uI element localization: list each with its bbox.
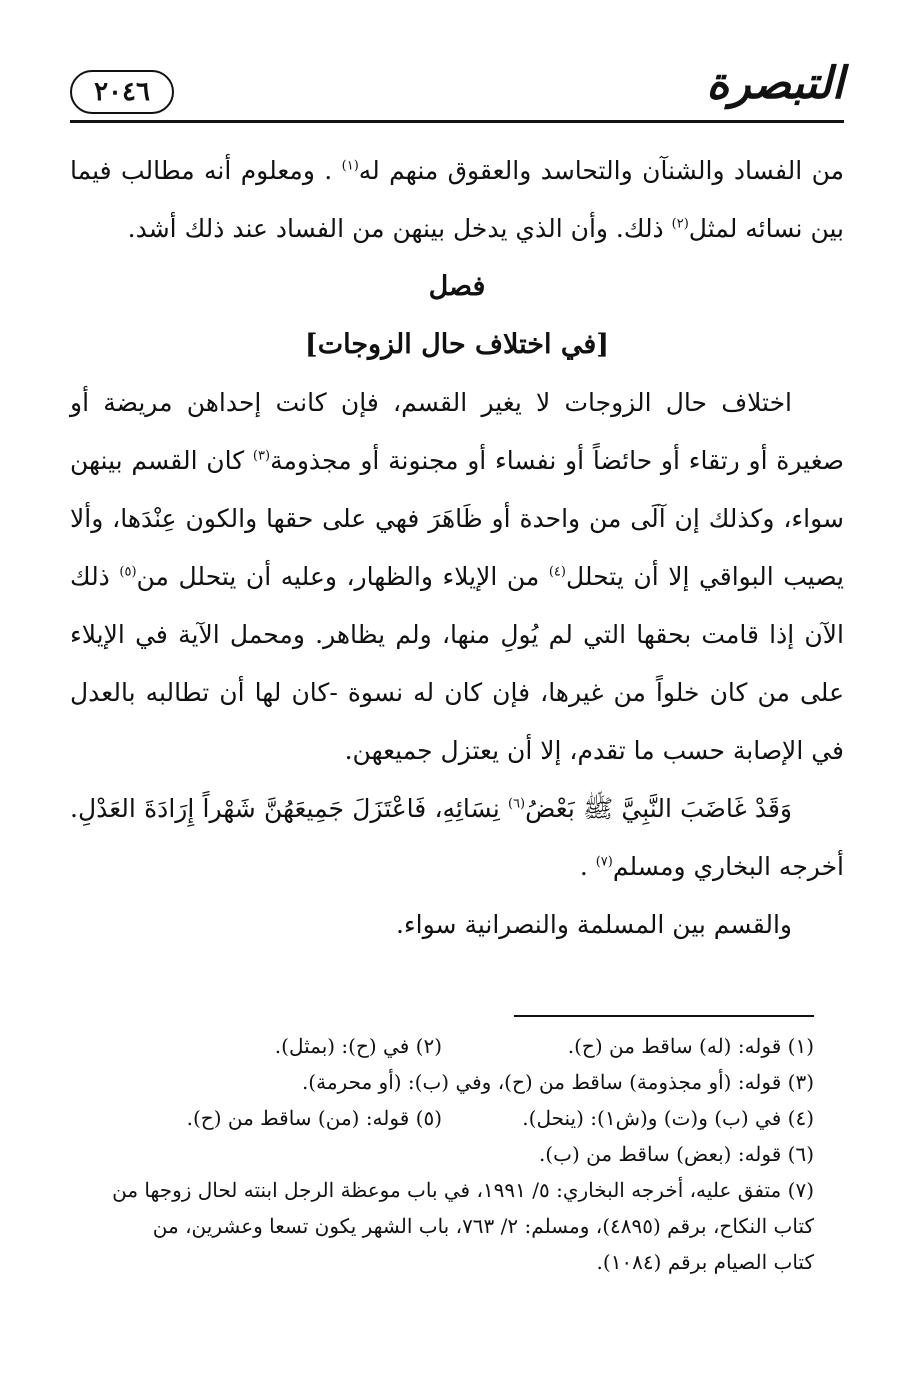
book-title: التبصرة bbox=[706, 58, 844, 109]
footnote-ref-1[interactable]: (١) bbox=[341, 158, 359, 174]
page-header bbox=[70, 52, 844, 122]
paragraph-4: والقسم بين المسلمة والنصرانية سواء. bbox=[395, 910, 792, 939]
footnote-7: (٧) متفق عليه، أخرجه البخاري: ٥/ ١٩٩١، في باب موعظة الرجل ابنته لحال زوجها من bbox=[112, 1178, 814, 1202]
header-divider bbox=[70, 120, 844, 123]
main-text bbox=[70, 142, 844, 954]
footnote-1: (١) قوله: (له) ساقط من (ح). bbox=[567, 1034, 814, 1058]
footnote-row-3 bbox=[70, 1100, 814, 1136]
footnote-7-line-2: كتاب النكاح، برقم (٤٨٩٥)، ومسلم: ٢/ ٧٦٣، باب الشهر يكون تسعا وعشرين، من bbox=[152, 1214, 814, 1238]
footnote-5: (٥) قوله: (من) ساقط من (ح). bbox=[186, 1106, 442, 1130]
footnote-ref-6[interactable]: (٦) bbox=[507, 796, 526, 812]
footnote-4: (٤) في (ب) و(ت) و(ش١): (ينحل). bbox=[522, 1106, 814, 1130]
paragraph-1: من الفساد والشنآن والتحاسد والعقوق منهم له$^{(١)}$ . ومعلوم أنه مطالب فيما بين نسائه لمثل$^{(٢)}$ ذلك. وأن الذي يدخل بينهن من الفساد عند ذلك أشد. bbox=[70, 156, 844, 243]
page-number: ٢٠٤٦ bbox=[94, 77, 150, 107]
footnote-3: (٣) قوله: (أو مجذومة) ساقط من (ح)، وفي (ب): (أو محرمة). bbox=[301, 1070, 814, 1094]
footnote-ref-7[interactable]: (٧) bbox=[595, 854, 613, 870]
footnotes bbox=[70, 1028, 814, 1280]
footnote-ref-5[interactable]: (٥) bbox=[119, 564, 137, 580]
footnote-2: (٢) في (ح): (بمثل). bbox=[274, 1034, 442, 1058]
paragraph-2: اختلاف حال الزوجات لا يغير القسم، فإن كانت إحداهن مريضة أو صغيرة أو رتقاء أو حائضاً أو نفساء أو مجنونة أو مجذومة$^{(٣)}$ كان القسم بينهن سواء، وكذلك إن آلَى من واحدة أو ظَاهَرَ فهي على حقها والكون عِنْدَها، وألا يصيب البواقي إلا أن يتحلل$^{(٤)}$ من الإيلاء والظهار، وعليه أن يتحلل من$^{(٥)}$ ذلك الآن إذا قامت بحقها التي لم يُولِ منها، ولم يظاهر. ومحمل الآية في الإيلاء على من كان خلواً من غيرها، فإن كان له نسوة -كان لها أن تطالبه بالعدل في الإصابة حسب ما تقدم، إلا أن يعتزل جميعهن. bbox=[70, 388, 845, 765]
section-subtitle: [في اختلاف حال الزوجات] bbox=[304, 329, 610, 360]
footnote-ref-2[interactable]: (٢) bbox=[671, 216, 689, 232]
footnote-ref-3[interactable]: (٣) bbox=[252, 448, 271, 464]
paragraph-3: وَقَدْ غَاضَبَ النَّبِيَّ ﷺ بَعْضُ$^{(٦)}$ نِسَائِهِ، فَاعْتَزَلَ جَمِيعَهُنَّ شَهْراً إِرَادَةَ العَدْلِ. أخرجه البخاري ومسلم$^{(٧)}$ . bbox=[70, 794, 844, 881]
footnote-row-1 bbox=[70, 1028, 814, 1064]
section-title: فصل bbox=[428, 271, 486, 302]
footnote-7-line-3: كتاب الصيام برقم (١٠٨٤). bbox=[596, 1250, 814, 1274]
footnote-divider bbox=[514, 1015, 814, 1017]
footnote-6: (٦) قوله: (بعض) ساقط من (ب). bbox=[538, 1142, 814, 1166]
footnote-ref-4[interactable]: (٤) bbox=[548, 564, 566, 580]
page-number-badge bbox=[70, 70, 174, 114]
